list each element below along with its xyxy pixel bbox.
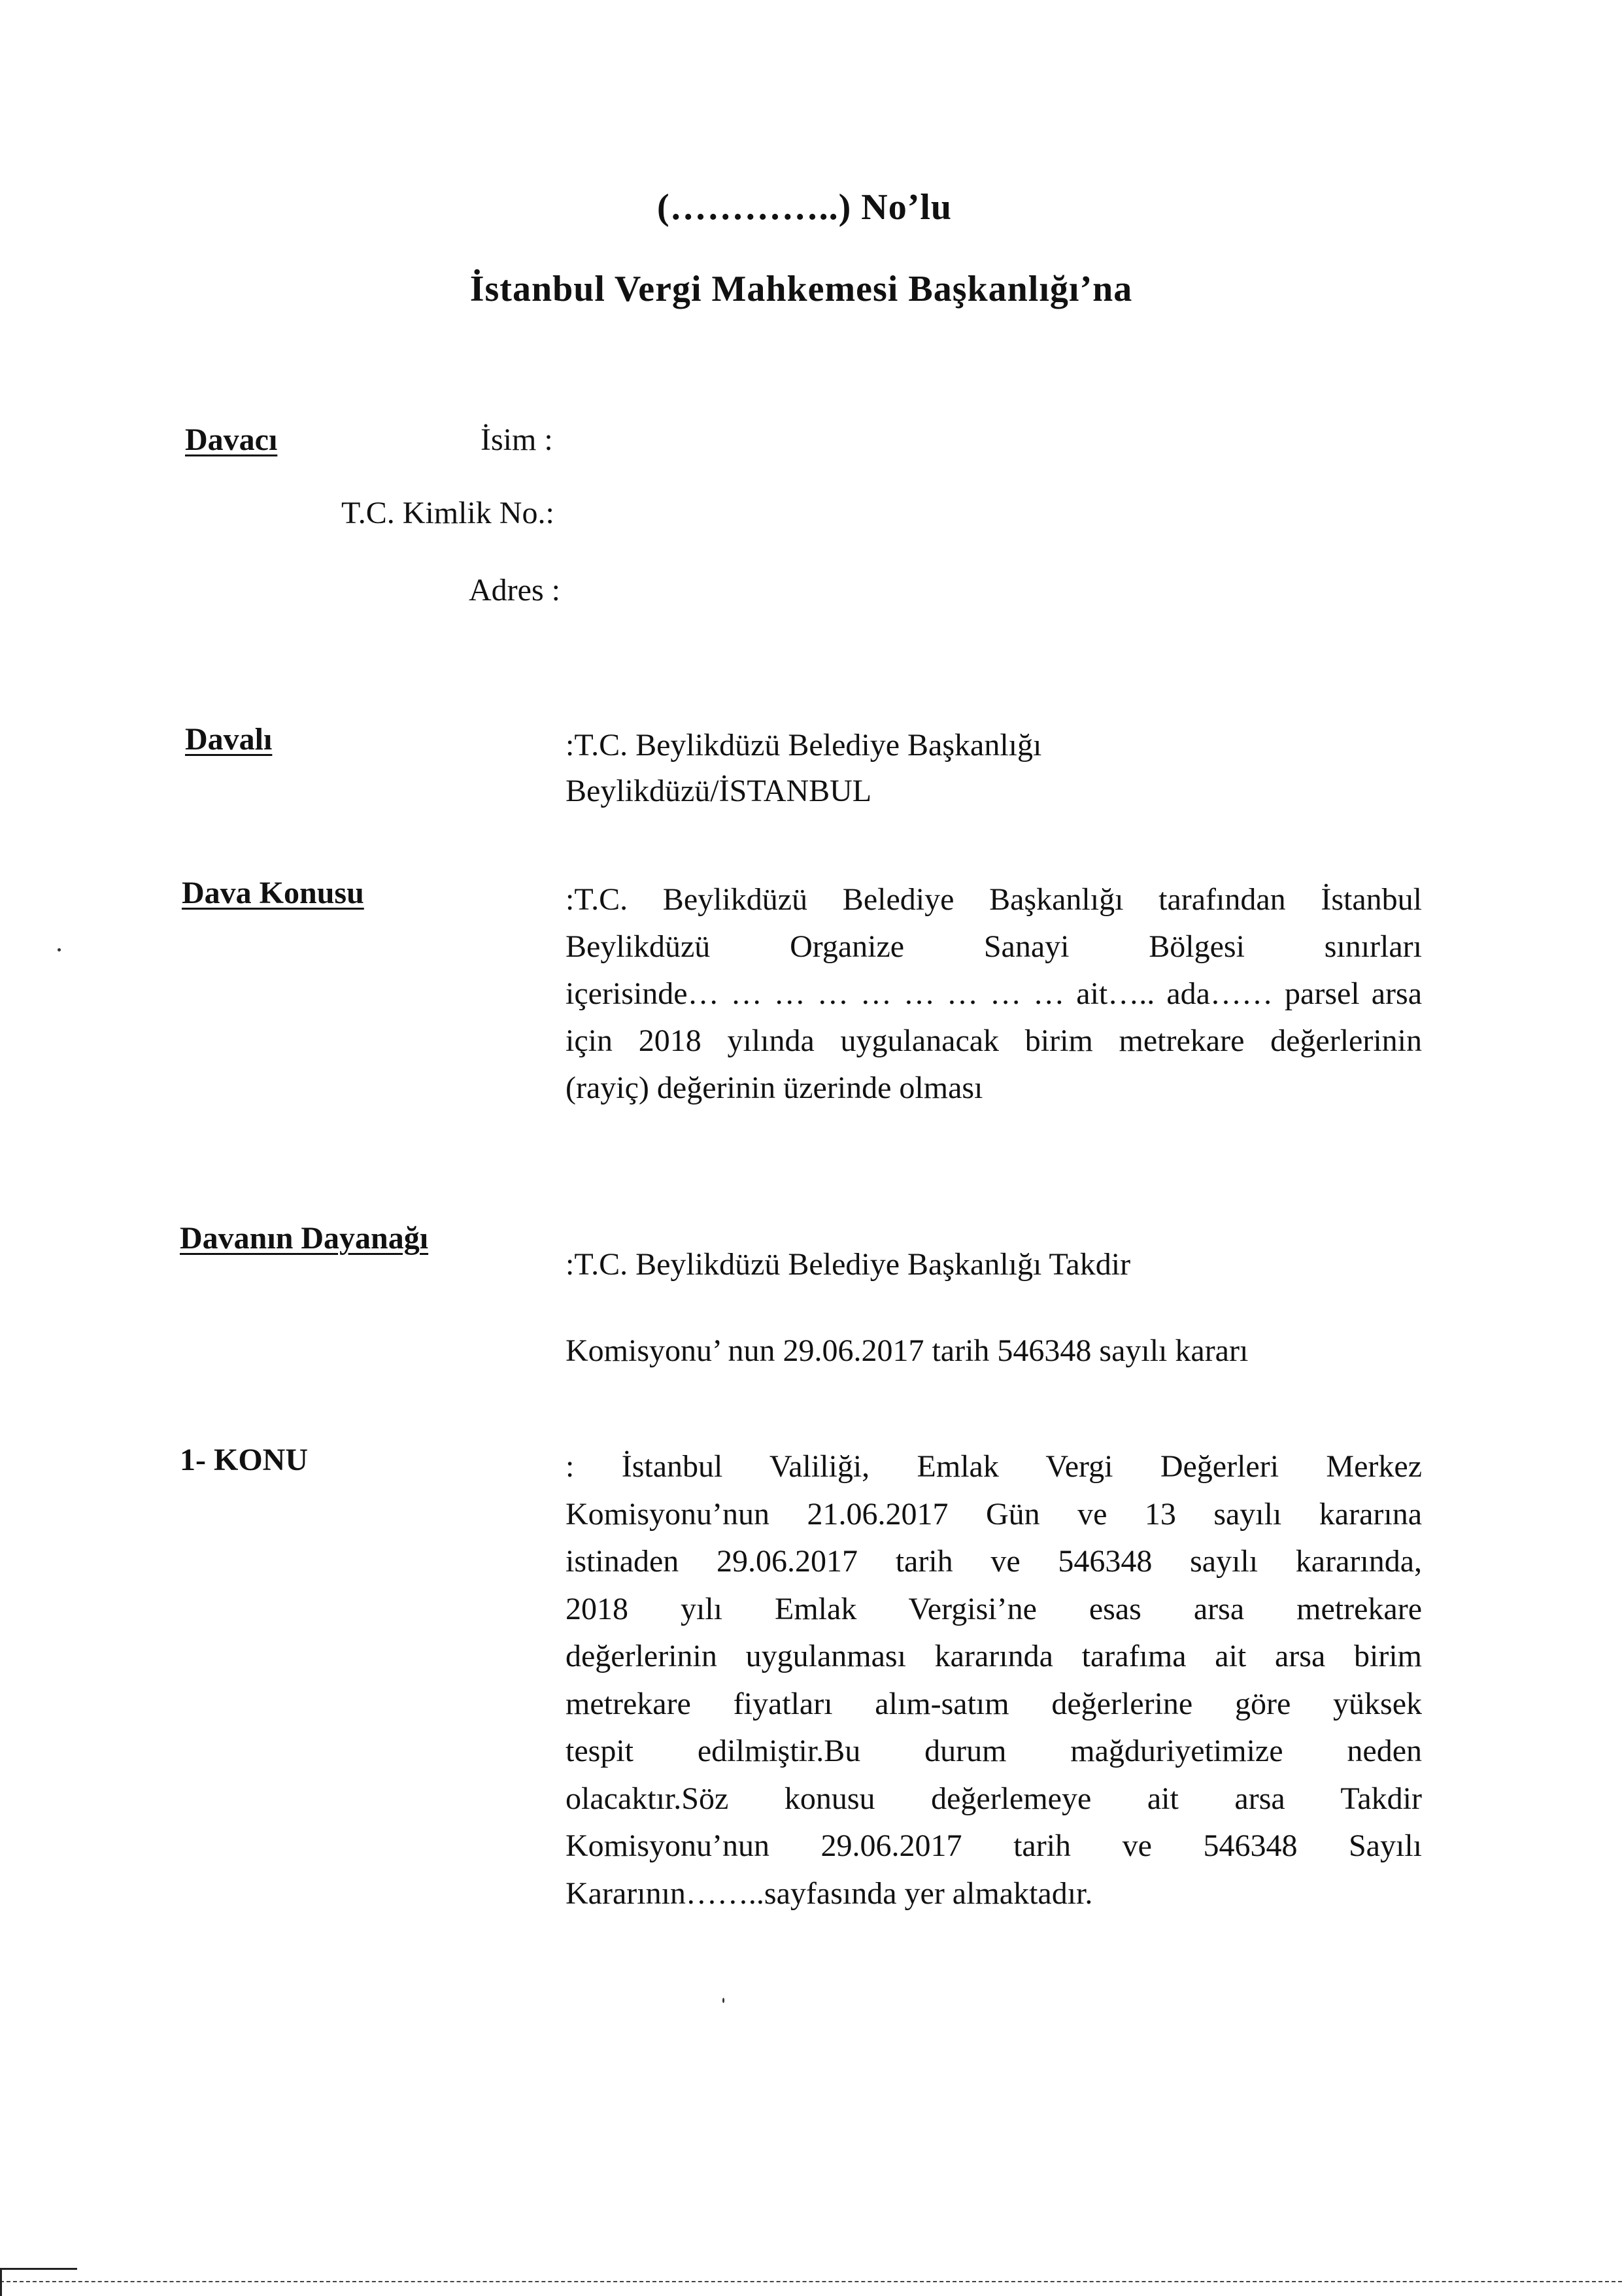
subject-line: : İstanbul Valiliği, Emlak Vergi Değerleri Merkez <box>566 1449 1422 1484</box>
plaintiff-name-label: İsim : <box>481 422 553 457</box>
case-basis-line: :T.C. Beylikdüzü Belediye Başkanlığı Takdir <box>566 1247 1131 1282</box>
scan-speck <box>58 948 61 951</box>
subject-line: metrekare fiyatları alım-satım değerlerine göre yüksek <box>566 1686 1422 1721</box>
case-subject-label: Dava Konusu <box>182 876 364 910</box>
subject-line: tespit edilmiştir.Bu durum mağduriyetimize neden <box>566 1734 1422 1768</box>
subject-label: 1- KONU <box>180 1443 308 1477</box>
court-number-heading: (…………..) No’lu <box>656 187 953 228</box>
case-subject-line: :T.C. Beylikdüzü Belediye Başkanlığı tarafından İstanbul <box>566 882 1422 917</box>
defendant-line: Beylikdüzü/İSTANBUL <box>566 774 872 808</box>
defendant-text <box>566 723 1422 814</box>
case-basis-label: Davanın Dayanağı <box>180 1221 429 1256</box>
plaintiff-id-label: T.C. Kimlik No.: <box>341 496 554 530</box>
subject-line: olacaktır.Söz konusu değerlemeye ait arsa Takdir <box>566 1781 1422 1816</box>
case-subject-text <box>566 876 1422 1112</box>
subject-text <box>566 1443 1422 1917</box>
plaintiff-label: Davacı <box>185 422 278 457</box>
subject-line: Komisyonu’nun 29.06.2017 tarih ve 546348 Sayılı <box>566 1828 1422 1863</box>
defendant-label: Davalı <box>185 722 273 757</box>
subject-line: değerlerinin uygulanması kararında tarafıma ait arsa birim <box>566 1639 1422 1673</box>
court-title-heading: İstanbul Vergi Mahkemesi Başkanlığı’na <box>469 269 1133 309</box>
plaintiff-address-label: Adres : <box>469 573 560 608</box>
scan-edge-line <box>0 2281 1622 2282</box>
case-subject-line: içerisinde… … … … … … … … … ait….. ada…… parsel arsa <box>566 976 1422 1011</box>
case-subject-line: (rayiç) değerinin üzerinde olması <box>566 1071 983 1105</box>
scan-speck <box>722 1998 724 2003</box>
scan-corner-mark <box>0 2268 77 2296</box>
subject-line: Kararının……..sayfasında yer almaktadır. <box>566 1876 1093 1911</box>
case-subject-line: için 2018 yılında uygulanacak birim metrekare değerlerinin <box>566 1023 1422 1058</box>
subject-line: Komisyonu’nun 21.06.2017 Gün ve 13 sayılı kararına <box>566 1496 1422 1532</box>
case-basis-text <box>566 1222 1422 1394</box>
defendant-line: :T.C. Beylikdüzü Belediye Başkanlığı <box>566 728 1042 762</box>
subject-line: istinaden 29.06.2017 tarih ve 546348 sayılı kararında, <box>566 1544 1422 1579</box>
case-subject-line: Beylikdüzü Organize Sanayi Bölgesi sınırları <box>566 929 1422 964</box>
case-basis-line: Komisyonu’ nun 29.06.2017 tarih 546348 sayılı kararı <box>566 1333 1249 1368</box>
subject-line: 2018 yılı Emlak Vergisi’ne esas arsa metrekare <box>566 1591 1422 1626</box>
